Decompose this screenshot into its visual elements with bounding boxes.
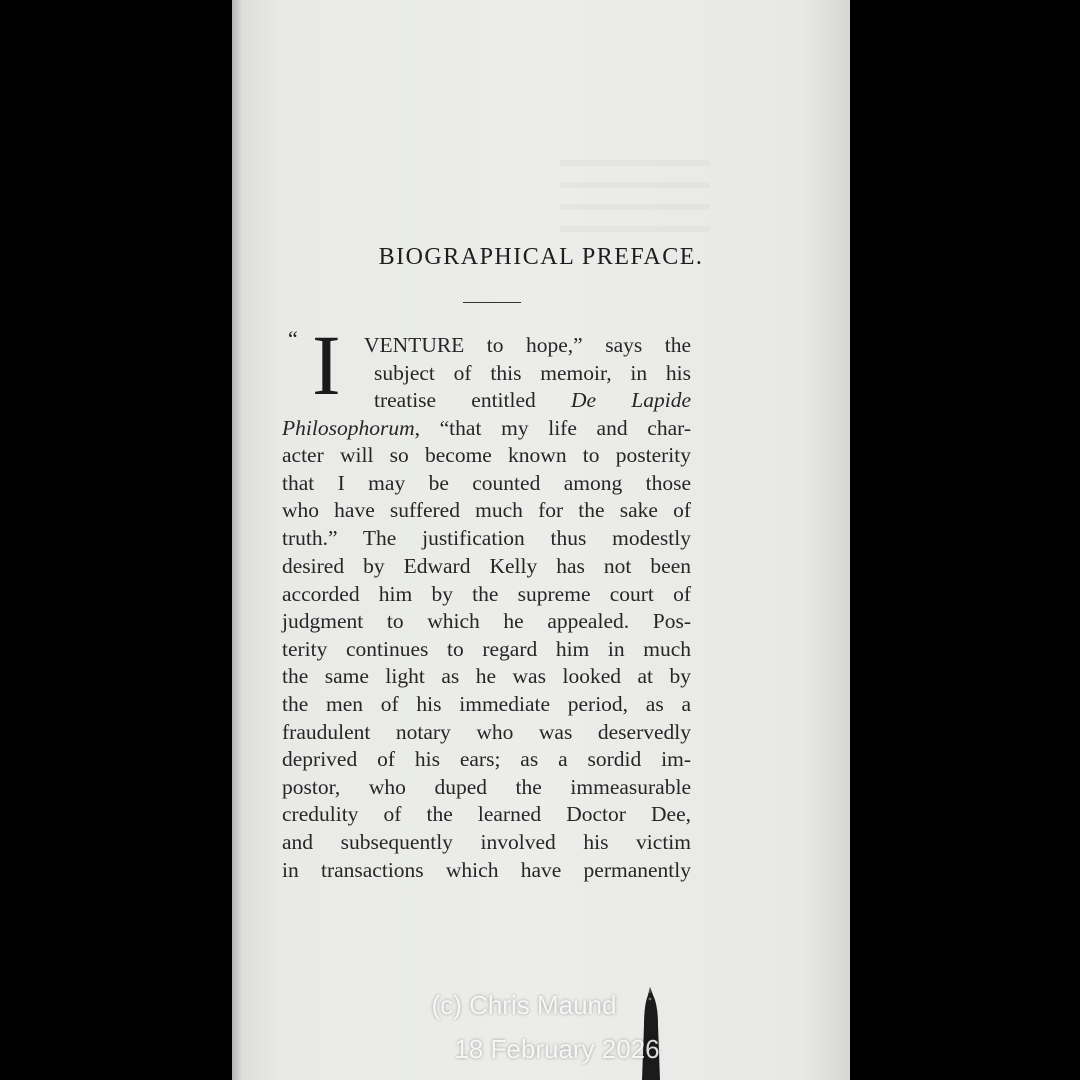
text-line-10: accorded him by the supreme court of bbox=[282, 582, 691, 606]
text-line-20: in transactions which have permanently bbox=[282, 858, 691, 882]
text-line-5: acter will so become known to posterity bbox=[282, 443, 691, 467]
text-line-12: terity continues to regard him in much bbox=[282, 637, 691, 661]
text-line-14: the men of his immediate period, as a bbox=[282, 692, 691, 716]
text-line-1: VENTURE to hope,” says the bbox=[364, 333, 691, 357]
drop-cap: I bbox=[312, 317, 341, 413]
text-line-17: postor, who duped the immeasurable bbox=[282, 775, 691, 799]
page-gutter-shadow bbox=[232, 0, 242, 1080]
text-line-3-italic: De Lapide bbox=[571, 388, 692, 412]
text-line-4-roman: , “that my life and char- bbox=[414, 416, 691, 440]
heading-rule bbox=[463, 302, 521, 303]
text-line-3 bbox=[374, 386, 691, 414]
opening-quote: “ bbox=[288, 326, 298, 351]
text-line-15: fraudulent notary who was deservedly bbox=[282, 720, 691, 744]
text-line-11: judgment to which he appealed. Pos- bbox=[282, 609, 691, 633]
text-line-9: desired by Edward Kelly has not been bbox=[282, 554, 691, 578]
text-line-16: deprived of his ears; as a sordid im- bbox=[282, 747, 691, 771]
text-line-2: subject of this memoir, in his bbox=[374, 361, 691, 385]
show-through-text bbox=[560, 160, 710, 240]
watermark-copyright: (c) Chris Maund bbox=[431, 990, 617, 1020]
text-line-13: the same light as he was looked at by bbox=[282, 664, 691, 688]
text-line-7: who have suffered much for the sake of bbox=[282, 498, 691, 522]
text-line-4-italic: Philosophorum bbox=[282, 416, 415, 440]
text-line-6: that I may be counted among those bbox=[282, 471, 691, 495]
text-line-8: truth.” The justification thus modestly bbox=[282, 526, 691, 550]
text-line-4 bbox=[282, 414, 691, 442]
text-line-19: and subsequently involved his victim bbox=[282, 830, 691, 854]
text-line-18: credulity of the learned Doctor Dee, bbox=[282, 802, 691, 826]
text-line-3-roman: treatise entitled bbox=[374, 388, 536, 412]
page-heading: BIOGRAPHICAL PREFACE. bbox=[378, 244, 704, 270]
watermark-date: 18 February 2026 bbox=[454, 1034, 660, 1064]
